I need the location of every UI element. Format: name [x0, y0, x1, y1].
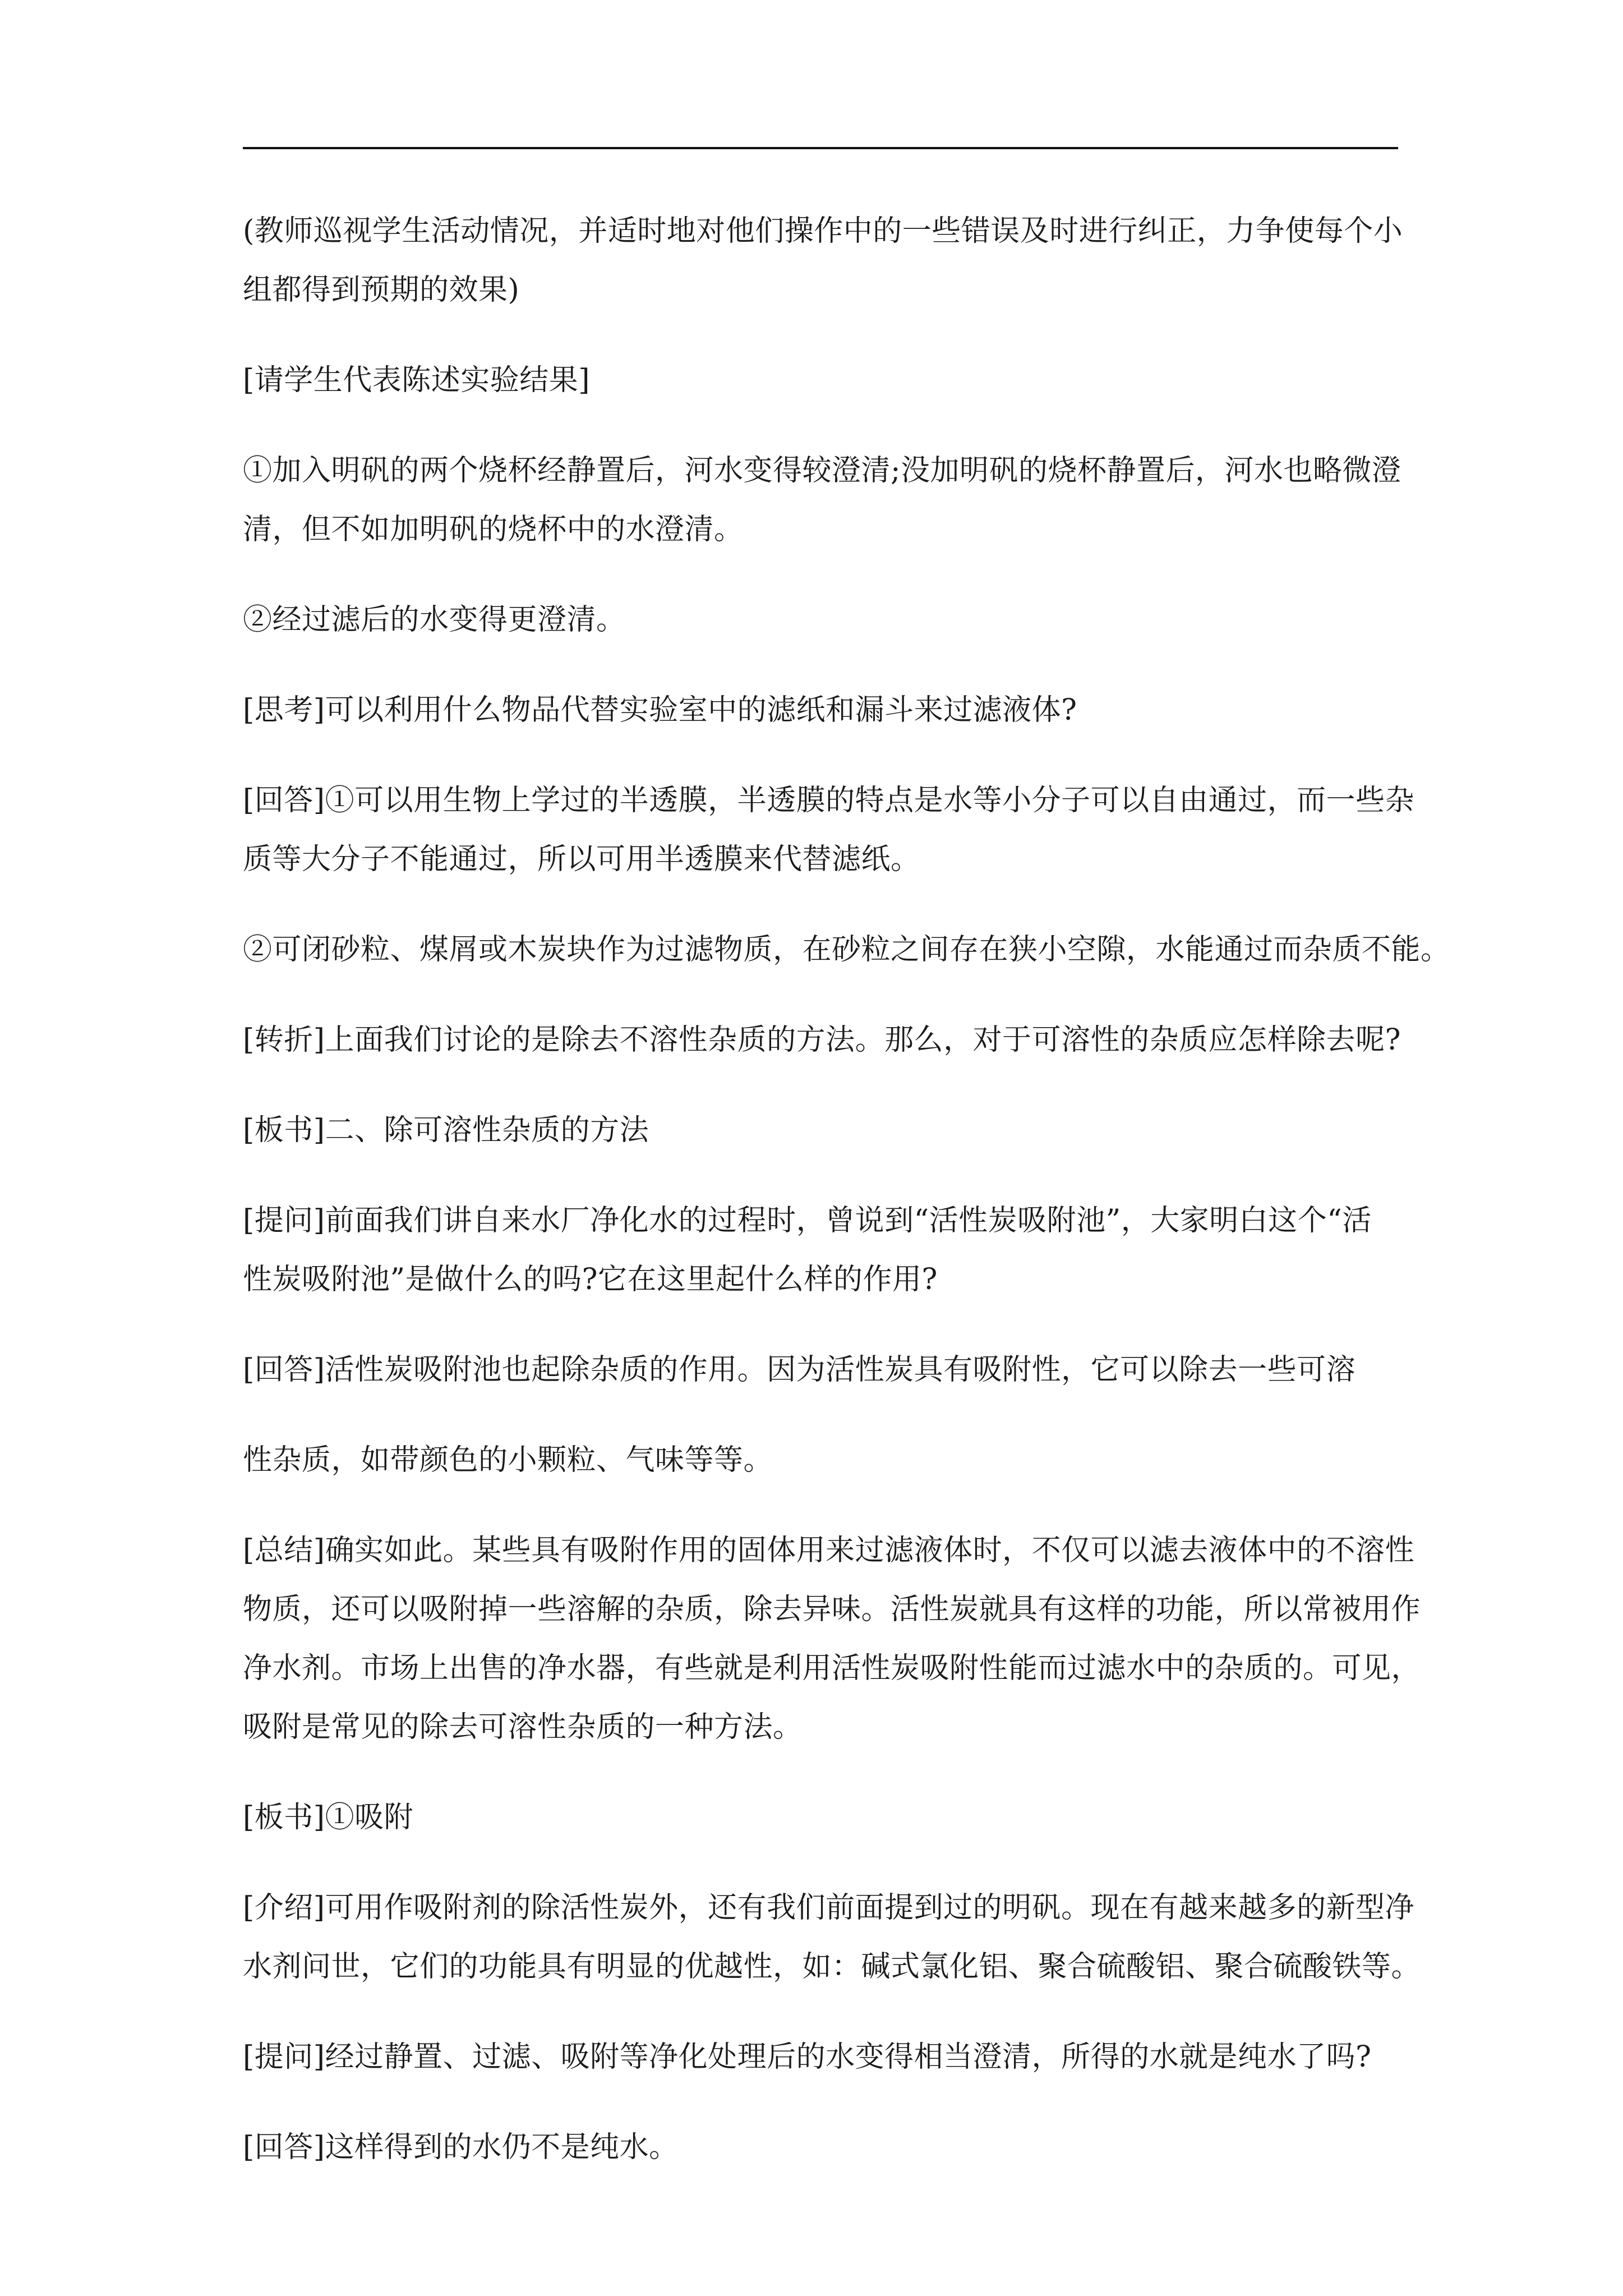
- paragraph-answer-membrane: [243, 771, 1415, 889]
- paragraph-transition: [243, 1011, 1401, 1070]
- text-line: [思考]可以利用什么物品代替实验室中的滤纸和漏斗来过滤液体?: [243, 693, 1077, 727]
- text-line: [回答]活性炭吸附池也起除杂质的作用。因为活性炭具有吸附性，它可以除去一些可溶: [243, 1353, 1356, 1387]
- paragraph-summary: [243, 1521, 1421, 1757]
- text-line: 物质，还可以吸附掉一些溶解的杂质，除去异味。活性炭就具有这样的功能，所以常被用作: [243, 1593, 1421, 1626]
- paragraph-result-2: [243, 591, 1398, 650]
- paragraph-board-heading: [243, 1101, 1398, 1160]
- text-line: 清，但不如加明矾的烧杯中的水澄清。: [243, 513, 744, 546]
- text-line: 吸附是常见的除去可溶性杂质的一种方法。: [243, 1710, 803, 1744]
- text-line: [回答]①可以用生物上学过的半透膜，半透膜的特点是水等小分子可以自由通过，而一些杂: [243, 784, 1415, 817]
- paragraph-answer-pure: [243, 2118, 1398, 2177]
- paragraph-introduction: [243, 1879, 1421, 1996]
- text-line: 水剂问世，它们的功能具有明显的优越性，如：碱式氯化铝、聚合硫酸铝、聚合硫酸铁等。: [243, 1950, 1421, 1984]
- paragraph-board-adsorption: [243, 1788, 1398, 1847]
- paragraph-teacher-patrol: [243, 202, 1403, 320]
- text-line: [提问]经过静置、过滤、吸附等净化处理后的水变得相当澄清，所得的水就是纯水了吗?: [243, 2040, 1372, 2074]
- text-line: 性杂质，如带颜色的小颗粒、气味等等。: [243, 1443, 773, 1477]
- paragraph-result-1: [243, 441, 1401, 559]
- text-line: 净水剂。市场上出售的净水器，有些就是利用活性炭吸附性能而过滤水中的杂质的。可见，: [243, 1651, 1421, 1685]
- text-line: [请学生代表陈述实验结果]: [243, 364, 591, 397]
- paragraph-think: [243, 681, 1398, 740]
- paragraph-student-report: [243, 351, 1398, 410]
- header-rule: [243, 147, 1398, 149]
- text-line: ②可闭砂粒、煤屑或木炭块作为过滤物质，在砂粒之间存在狭小空隙，水能通过而杂质不能。: [243, 933, 1450, 967]
- text-line: 组都得到预期的效果): [243, 273, 520, 307]
- text-line: ①加入明矾的两个烧杯经静置后，河水变得较澄清;没加明矾的烧杯静置后，河水也略微澄: [243, 454, 1401, 487]
- text-line: [提问]前面我们讲自来水厂净化水的过程时，曾说到“活性炭吸附池”，大家明白这个“活: [243, 1204, 1372, 1237]
- text-line: [介绍]可用作吸附剂的除活性炭外，还有我们前面提到过的明矾。现在有越来越多的新型净: [243, 1891, 1415, 1925]
- text-line: [回答]这样得到的水仍不是纯水。: [243, 2131, 679, 2164]
- paragraph-question-carbon: [243, 1191, 1398, 1309]
- paragraph-answer-sand: [243, 921, 1450, 979]
- text-line: 性炭吸附池”是做什么的吗?它在这里起什么样的作用?: [243, 1263, 938, 1296]
- paragraph-answer-carbon-cont: [243, 1431, 1398, 1490]
- text-line: 质等大分子不能通过，所以可用半透膜来代替滤纸。: [243, 843, 920, 876]
- text-line: (教师巡视学生活动情况，并适时地对他们操作中的一些错误及时进行纠正，力争使每个小: [243, 214, 1403, 248]
- paragraph-question-pure: [243, 2028, 1398, 2087]
- document-body: [243, 202, 1450, 2208]
- text-line: [板书]①吸附: [243, 1801, 414, 1834]
- paragraph-answer-carbon: [243, 1341, 1398, 1400]
- text-line: [板书]二、除可溶性杂质的方法: [243, 1114, 649, 1147]
- text-line: [总结]确实如此。某些具有吸附作用的固体用来过滤液体时，不仅可以滤去液体中的不溶性: [243, 1534, 1415, 1567]
- text-line: ②经过滤后的水变得更澄清。: [243, 603, 626, 637]
- text-line: [转折]上面我们讨论的是除去不溶性杂质的方法。那么，对于可溶性的杂质应怎样除去呢?: [243, 1023, 1401, 1057]
